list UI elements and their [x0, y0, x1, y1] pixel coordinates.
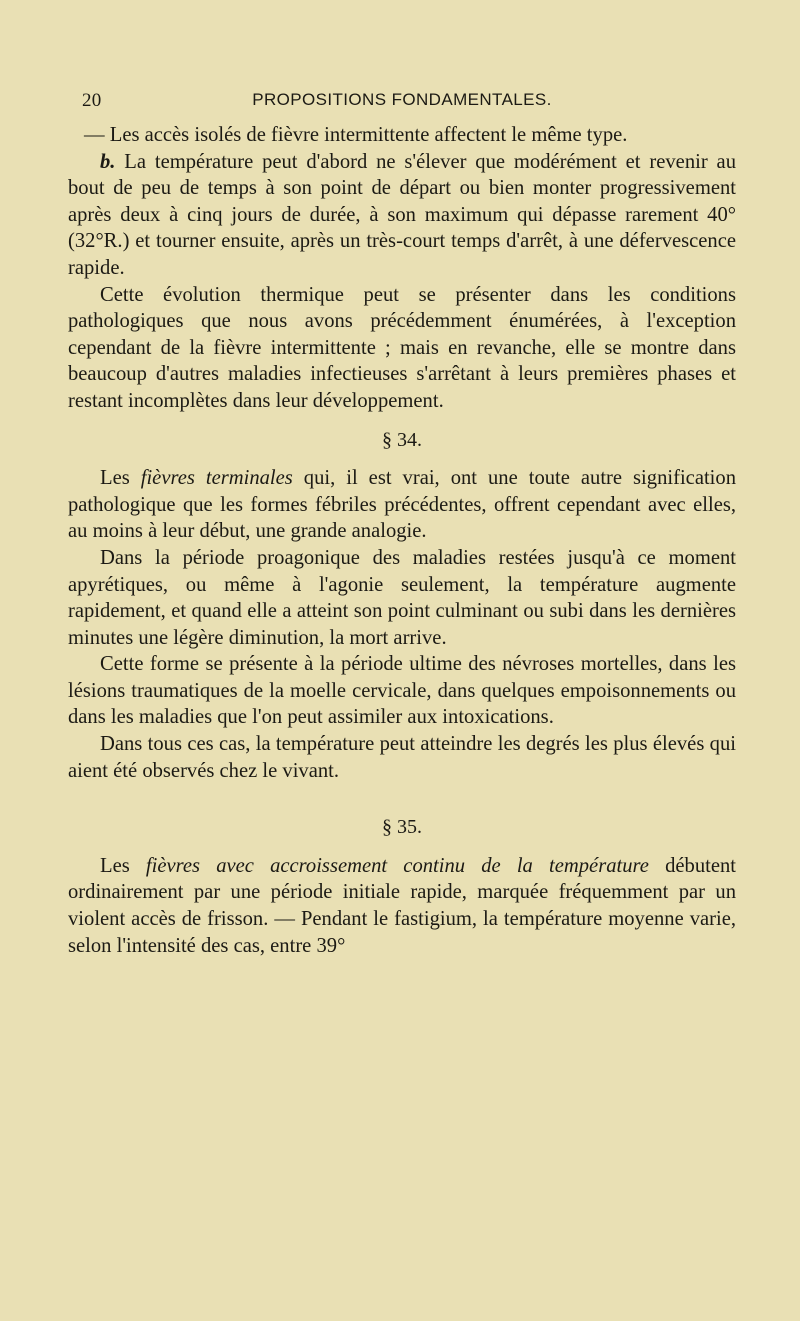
page-number: 20	[82, 90, 102, 111]
paragraph-b	[68, 149, 736, 282]
running-title: PROPOSITIONS FONDAMENTALES.	[252, 90, 552, 109]
paragraph-terminal-fevers-rest: qui, il est vrai, ont une toute autre signification pathologique que les formes fébriles précédentes, offrent cependant avec elles, au moins à leur début, une grande analogie.	[68, 467, 736, 543]
paragraph-ultimate-period: Cette forme se présente à la période ultime des névroses mortelles, dans les lésions traumatiques de la moelle cervicale, dans quelques empoisonnements ou dans les maladies que l'on peut assimiler aux intoxications.	[68, 653, 736, 729]
paragraph-intermittent-fever: — Les accès isolés de fièvre intermittente affectent le même type.	[84, 124, 628, 146]
paragraph-continuous-fevers	[68, 853, 736, 959]
section-heading-34: § 34.	[382, 428, 422, 451]
paragraph-proagonic-period: Dans la période proagonique des maladies restées jusqu'à ce moment apyrétiques, ou même à l'agonie seulement, la température augmente rapidement, et quand elle a atteint son point culminant ou subi dans les dernières minutes une légère diminution, la mort arrive.	[68, 546, 736, 649]
page-header	[68, 88, 736, 118]
body-text	[68, 122, 736, 959]
section-heading-35: § 35.	[382, 816, 422, 839]
paragraph-b-text: La température peut d'abord ne s'élever que modérément et revenir au bout de peu de temps à son point de départ ou bien monter progressivement après deux à cinq jours de durée, à son maximum qui dépasse rarement 40°(32°R.) et tourner ensuite, après un très-court temps d'arrêt, à une défervescence rapide.	[68, 150, 736, 279]
paragraph-terminal-fevers	[68, 465, 736, 545]
paragraph-terminal-fevers-start: Les	[100, 467, 141, 490]
paragraph-continuous-fevers-rest: débutent ordinairement par une période initiale rapide, marquée fréquemment par un violent accès de frisson. — Pendant le fastigium, la température moyenne varie, selon l'intensité des cas, entre 39°	[68, 854, 736, 957]
paragraph-thermal-evolution: Cette évolution thermique peut se présenter dans les conditions pathologiques que nous avons précédemment énumérées, à l'exception cependant de la fièvre intermittente ; mais en revanche, elle se montre dans beaucoup d'autres maladies infectieuses s'arrêtant à leurs premières phases et restant incomplètes dans leur développement.	[68, 283, 736, 412]
paragraph-continuous-fevers-start: Les	[100, 854, 146, 877]
term-terminal-fevers: fièvres terminales	[140, 467, 293, 490]
term-continuous-fevers: fièvres avec accroissement continu de la température	[145, 854, 649, 877]
paragraph-all-cases: Dans tous ces cas, la température peut atteindre les degrés les plus élevés qui aient été observés chez le vivant.	[68, 733, 736, 782]
item-letter-b: b.	[100, 150, 116, 173]
